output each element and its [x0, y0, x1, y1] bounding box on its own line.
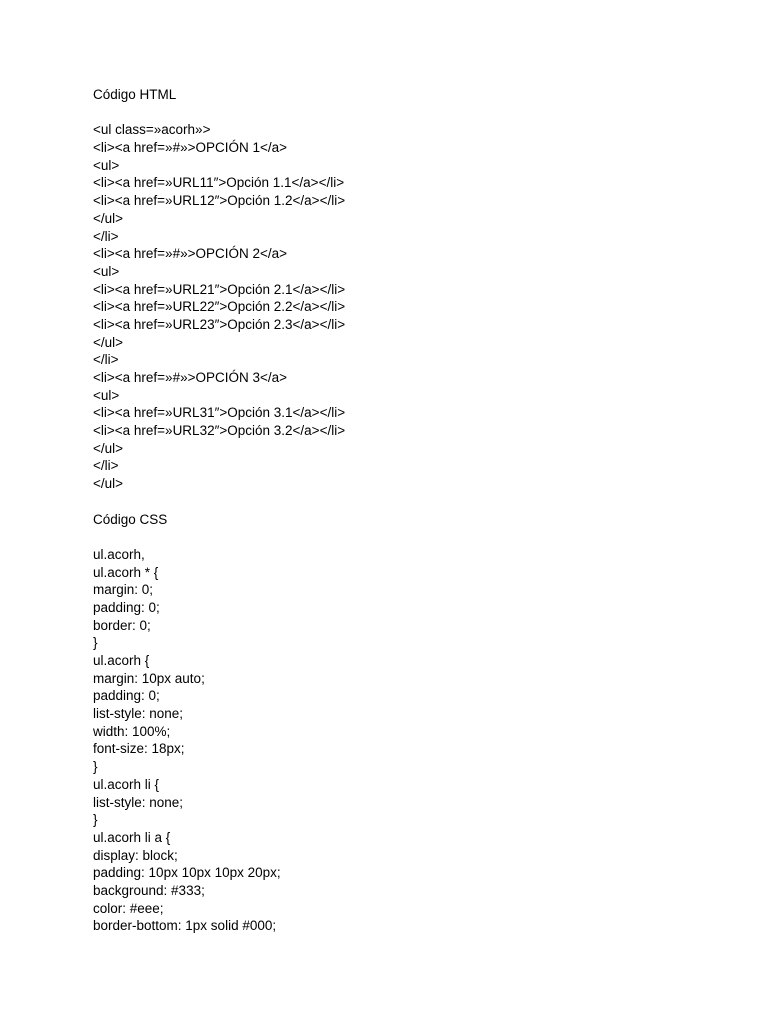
css-code-line: ul.acorh li a {: [93, 829, 171, 845]
css-code-line: padding: 10px 10px 10px 20px;: [93, 865, 281, 881]
html-code-line: </ul>: [93, 210, 124, 226]
css-code-line: list-style: none;: [93, 706, 184, 722]
section-spacer: [93, 493, 733, 511]
css-code-line: border: 0;: [93, 617, 151, 633]
html-code-line: <li><a href=»#»>OPCIÓN 1</a>: [93, 140, 288, 156]
html-code-line: <li><a href=»URL23″>Opción 2.3</a></li>: [93, 316, 346, 332]
css-code-line: padding: 0;: [93, 599, 160, 615]
css-code-line: width: 100%;: [93, 723, 171, 739]
html-code-line: <ul>: [93, 387, 120, 403]
html-code-line: <li><a href=»URL22″>Opción 2.2</a></li>: [93, 299, 346, 315]
html-section-heading: Código HTML: [93, 87, 177, 102]
html-code-line: </li>: [93, 458, 119, 474]
css-section-heading: Código CSS: [93, 511, 168, 527]
css-code-line: color: #eee;: [93, 900, 164, 916]
css-code-line: }: [93, 635, 98, 651]
document-page: [93, 86, 733, 935]
css-code-line: background: #333;: [93, 882, 205, 898]
html-code-line: </li>: [93, 228, 119, 244]
css-code-line: display: block;: [93, 847, 178, 863]
css-code-line: margin: 0;: [93, 582, 154, 598]
html-code-line: </ul>: [93, 334, 124, 350]
html-code-line: </ul>: [93, 440, 124, 456]
css-code-line: font-size: 18px;: [93, 741, 185, 757]
html-code-line: <li><a href=»URL11″>Opción 1.1</a></li>: [93, 175, 345, 191]
css-code-line: ul.acorh li {: [93, 776, 160, 792]
html-code-line: <ul class=»acorh»>: [93, 122, 211, 138]
css-code-line: list-style: none;: [93, 794, 184, 810]
html-code-line: <li><a href=»URL21″>Opción 2.1</a></li>: [93, 281, 346, 297]
css-code-line: }: [93, 812, 98, 828]
css-code-line: padding: 0;: [93, 688, 160, 704]
html-code-block: [93, 121, 733, 492]
section-spacer: [93, 528, 733, 546]
css-code-line: }: [93, 759, 98, 775]
html-code-line: <li><a href=»#»>OPCIÓN 3</a>: [93, 370, 288, 385]
html-code-line: <li><a href=»URL32″>Opción 3.2</a></li>: [93, 423, 346, 439]
css-code-line: margin: 10px auto;: [93, 670, 205, 686]
html-code-line: <ul>: [93, 263, 120, 279]
css-code-line: ul.acorh,: [93, 546, 145, 562]
css-code-line: ul.acorh * {: [93, 564, 159, 580]
css-code-line: ul.acorh {: [93, 653, 150, 668]
section-spacer: [93, 104, 733, 122]
css-code-line: border-bottom: 1px solid #000;: [93, 918, 277, 934]
html-code-line: <li><a href=»URL31″>Opción 3.1</a></li>: [93, 405, 346, 421]
css-code-block: [93, 546, 733, 935]
html-code-line: <li><a href=»URL12″>Opción 1.2</a></li>: [93, 193, 346, 209]
html-code-line: <li><a href=»#»>OPCIÓN 2</a>: [93, 246, 288, 262]
html-code-line: <ul>: [93, 157, 120, 173]
html-code-line: </ul>: [93, 476, 124, 492]
html-code-line: </li>: [93, 352, 119, 368]
